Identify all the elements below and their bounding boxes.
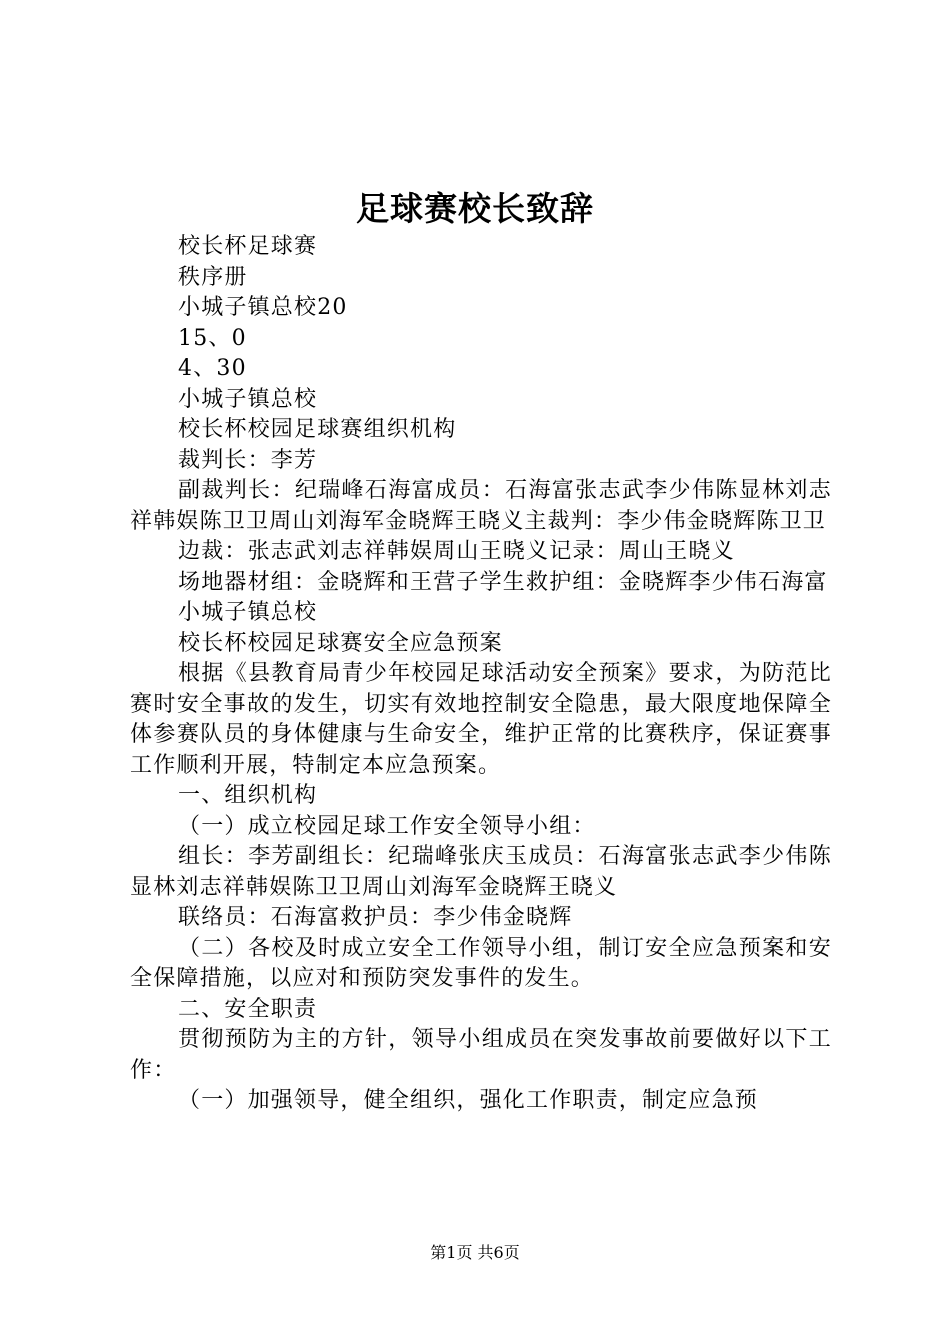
paragraph: （一）加强领导，健全组织，强化工作职责，制定应急预 [178,1088,759,1113]
paragraph: 二、安全职责 [178,996,318,1022]
paragraph: 校长杯足球赛 [178,234,318,259]
paragraph: 组长：李芳副组长：纪瑞峰张庆玉成员：石海富张志武李少伟陈显林刘志祥韩娱陈卫卫周山刘海军金晓辉王晓义 [130,844,832,900]
paragraph: 4、30 [178,356,247,381]
paragraph: 裁判长：李芳 [178,447,318,473]
paragraph: 秩序册 [178,264,248,290]
paragraph: 贯彻预防为主的方针，领导小组成员在突发事故前要做好以下工作： [130,1027,832,1083]
paragraph: 边裁：张志武刘志祥韩娱周山王晓义记录：周山王晓义 [178,539,735,564]
document-body [130,232,832,1117]
paragraph: 小城子镇总校 [178,386,318,412]
paragraph: 根据《县教育局青少年校园足球活动安全预案》要求，为防范比赛时安全事故的发生，切实有效地控制安全隐患，最大限度地保障全体参赛队员的身体健康与生命安全，维护正常的比赛秩序，保证赛事工作顺利开展，特制定本应急预案。 [130,661,832,778]
paragraph: 校长杯校园足球赛安全应急预案 [178,630,503,656]
page-footer: 第1页 共6页 [430,1243,520,1262]
paragraph: （二）各校及时成立安全工作领导小组，制订安全应急预案和安全保障措施，以应对和预防突发事件的发生。 [130,935,832,991]
paragraph: 小城子镇总校20 [178,295,348,320]
paragraph: 15、0 [178,325,247,351]
paragraph: 副裁判长：纪瑞峰石海富成员：石海富张志武李少伟陈显林刘志祥韩娱陈卫卫周山刘海军金晓辉王晓义主裁判：李少伟金晓辉陈卫卫 [130,478,832,534]
paragraph: 场地器材组：金晓辉和王营子学生救护组：金晓辉李少伟石海富 [178,569,828,595]
paragraph: 校长杯校园足球赛组织机构 [178,417,457,442]
paragraph: 一、组织机构 [178,783,318,808]
paragraph: （一）成立校园足球工作安全领导小组： [178,813,596,839]
paragraph: 联络员：石海富救护员：李少伟金晓辉 [178,905,573,930]
paragraph: 小城子镇总校 [178,600,318,625]
document-title: 足球赛校长致辞 [356,189,594,228]
